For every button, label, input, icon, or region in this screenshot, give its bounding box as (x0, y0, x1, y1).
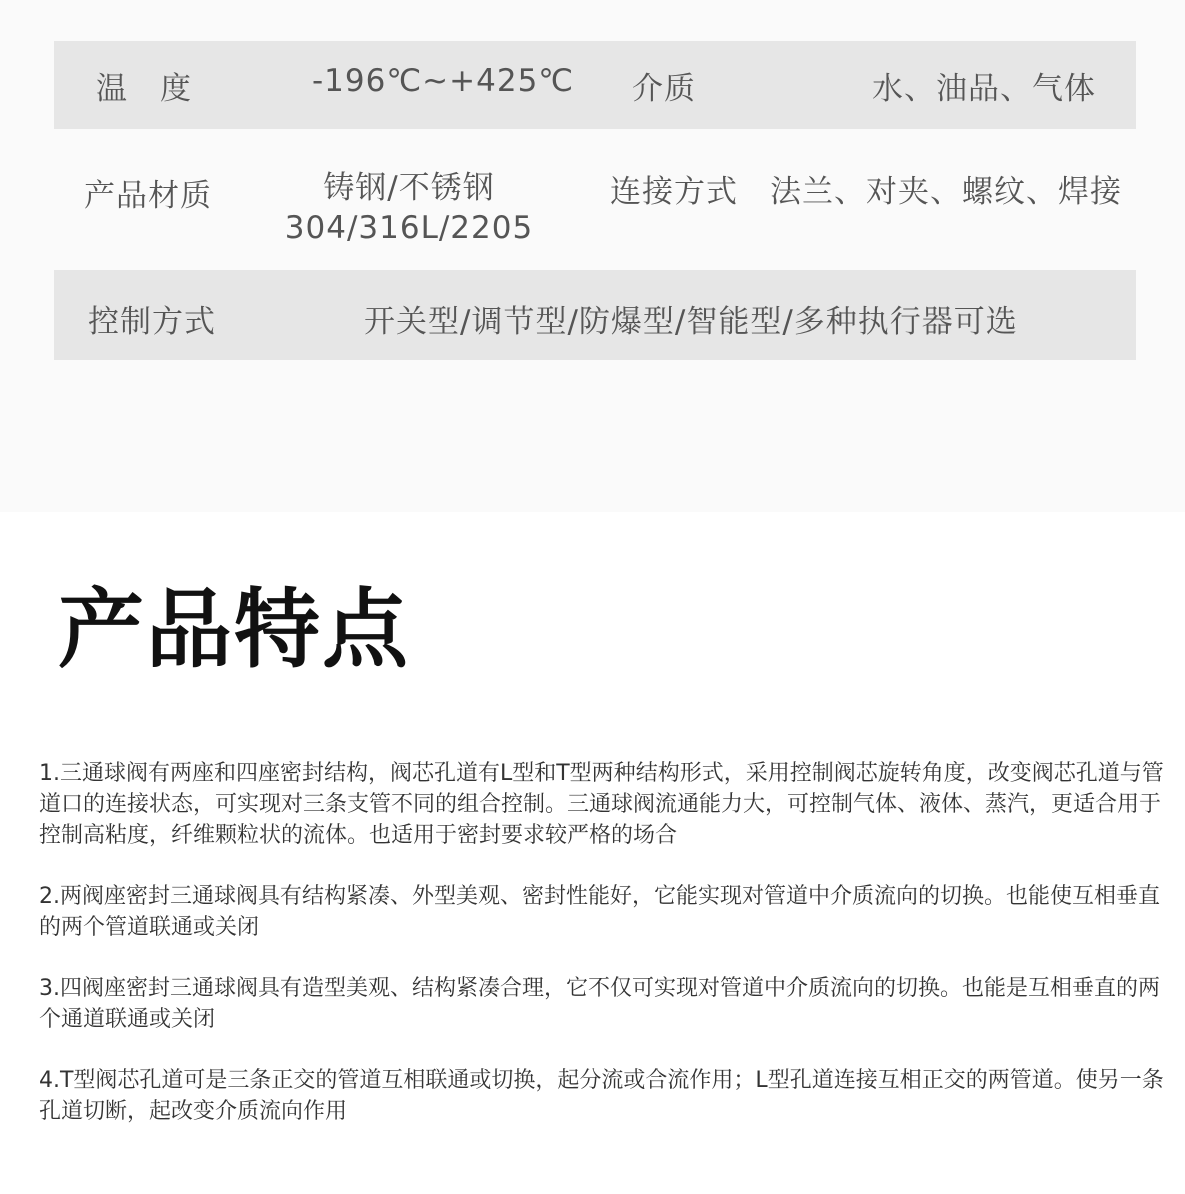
features-list (39, 758, 1165, 1157)
connection-label: 连接方式 (610, 174, 738, 210)
control-label: 控制方式 (88, 304, 216, 340)
spec-row-temperature (54, 41, 1136, 129)
material-value-line2: 304/316L/2205 (284, 210, 534, 246)
connection-value: 法兰、对夹、螺纹、焊接 (770, 174, 1122, 210)
feature-item-1: 1.三通球阀有两座和四座密封结构，阀芯孔道有L型和T型两种结构形式，采用控制阀芯旋转角度，改变阀芯孔道与管道口的连接状态，可实现对三条支管不同的组合控制。三通球阀流通能力大，可控制气体、液体、蒸汽，更适合用于控制高粘度，纤维颗粒状的流体。也适用于密封要求较严格的场合 (39, 761, 1164, 848)
control-value: 开关型/调节型/防爆型/智能型/多种执行器可选 (364, 304, 1018, 340)
spec-section (0, 0, 1185, 512)
feature-item-4: 4.T型阀芯孔道可是三条正交的管道互相联通或切换，起分流或合流作用；L型孔道连接互相正交的两管道。使另一条孔道切断，起改变介质流向作用 (39, 1068, 1164, 1124)
material-value (284, 168, 534, 248)
temperature-value: -196℃~+425℃ (312, 63, 575, 99)
features-title: 产品特点 (58, 580, 410, 680)
spec-row-material (54, 140, 1136, 258)
temperature-label: 温 度 (96, 71, 192, 107)
material-label: 产品材质 (84, 178, 212, 214)
spec-row-control (54, 270, 1136, 360)
medium-value: 水、油品、气体 (872, 71, 1096, 107)
feature-item-2: 2.两阀座密封三通球阀具有结构紧凑、外型美观、密封性能好，它能实现对管道中介质流向的切换。也能使互相垂直的两个管道联通或关闭 (39, 884, 1160, 940)
medium-label: 介质 (632, 71, 696, 107)
material-value-line1: 铸钢/不锈钢 (323, 170, 495, 206)
feature-item-3: 3.四阀座密封三通球阀具有造型美观、结构紧凑合理，它不仅可实现对管道中介质流向的切换。也能是互相垂直的两个通道联通或关闭 (39, 976, 1160, 1032)
